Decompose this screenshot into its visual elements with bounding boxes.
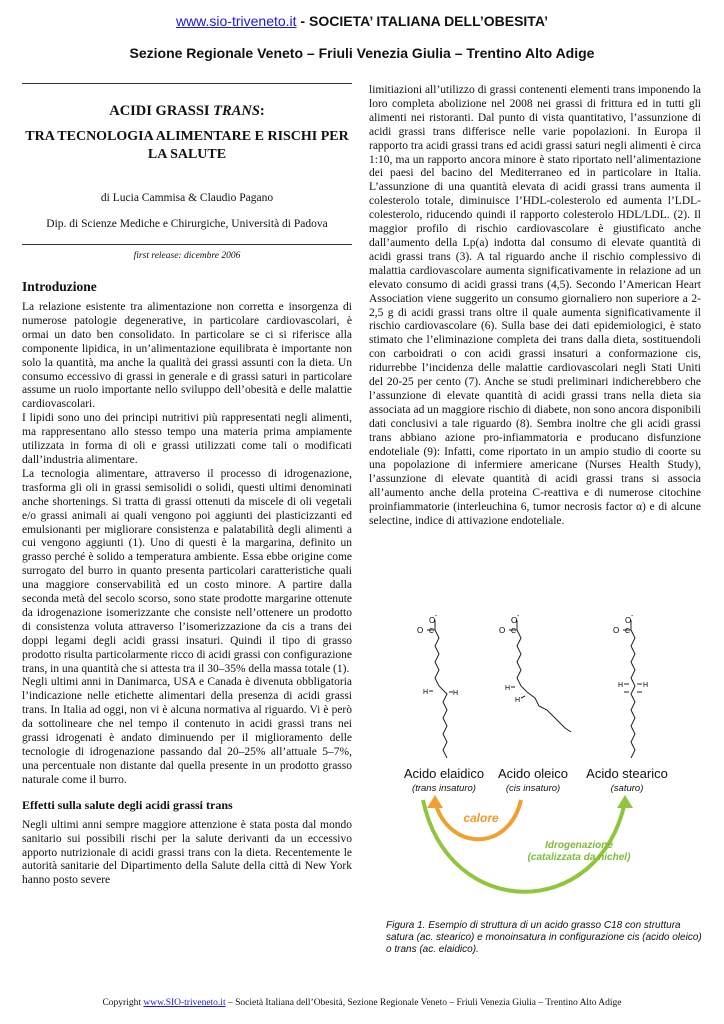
elaidic-h2: H: [453, 690, 459, 697]
figure-caption: Figura 1. Esempio di struttura di un acido grasso C18 con struttura satura (ac. stearico) e monoinsatura in configurazione cis (acido oleico) o trans (ac. elaidico).: [386, 920, 702, 955]
release-date: first release: dicembre 2006: [133, 251, 241, 261]
elaidic-acid-structure: [427, 620, 453, 758]
oleic-acid-structure: [509, 620, 571, 732]
hydrogenation-sublabel: (catalizzata da nichel): [527, 852, 631, 863]
elaidic-charge: -: [435, 613, 438, 620]
sublabel-oleic: (cis insaturo): [505, 783, 561, 794]
stearic-h1: H: [618, 682, 624, 689]
sublabel-elaidic: (trans insaturo): [412, 783, 476, 794]
stearic-charge: -: [631, 613, 634, 620]
left-column: [22, 84, 352, 888]
heat-label: calore: [463, 811, 499, 825]
intro-paragraph-2: I lipidi sono uno dei principi nutritivi più rappresentati negli alimenti, ma rappresentano allo stesso tempo una materia prima ampiamente utilizzata in forma di oli e grassi utilizzati come tali o modificati dall’industria alimentare.: [22, 412, 352, 466]
stearic-acid-structure: [623, 620, 642, 758]
article-title: ACIDI GRASSI TRANS:: [109, 103, 265, 119]
site-link[interactable]: www.sio-triveneto.it: [175, 13, 297, 29]
stearic-o-side: O: [613, 626, 620, 635]
elaidic-o-top: O: [429, 616, 436, 625]
intro-heading: Introduzione: [22, 279, 97, 294]
oleic-o-side: O: [499, 626, 506, 635]
intro-paragraph-4: Negli ultimi anni in Danimarca, USA e Canada è divenuta obbligatoria l’indicazione nelle etichette alimentari della presenza di acidi grassi trans. In Italia ad oggi, non vi è alcuna normativa al riguardo. Vi è però da sottolineare che nel tempo il contenuto in acidi grassi trans nei grassi idrogenati è andato diminuendo per il miglioramento delle tecnologie di idrogenazione passando dal 20–25% all’attuale 5–7%, una percentuale non distante dal quella presente in un prodotto grasso naturale come il burro.: [22, 676, 352, 786]
oleic-o-top: O: [511, 616, 518, 625]
stearic-o-top: O: [625, 616, 632, 625]
effects-heading: Effetti sulla salute degli acidi grassi trans: [22, 797, 233, 812]
right-paragraph-1: limitiazioni all’utilizzo di grassi contenenti elementi trans imponendo la loro completa abolizione nel 2008 nei grassi di frittura ed in tutti gli alimenti nei ristoranti. Dal punto di vista quantitativo, l’assunzione di acidi grassi trans differisce nelle varie popolazioni. In Europa il rapporto tra acidi grassi trans ed acidi grassi saturi negli alimenti è circa 1:10, ma un rapporto ancora minore è stato riportato nell’alimentazione dei paesi del bacino del Mediterraneo ed in particolare in Italia. L’assunzione di una quantità elevata di acidi grassi trans aumenta il colesterolo totale, diminuisce l’HDL-colesterolo ed aumenta l’LDL-colesterolo, riducendo quindi il rapporto colesterolo HDL/LDL. (2). Il maggior profilo di rischio cardiovascolare è giustificato anche dall’aumento della Lp(a) indotta dal consumo di elevate quantità di acidi grassi trans (3). A tal riguardo anche il rischio complessivo di malattia cardiovascolare aumenta significativamente in relazione ad un elevato consumo di acidi grassi trans (4,5). Secondo l’American Heart Association viene suggerito un consumo giornaliero non superiore a 2-2,5 g di acidi grassi trans oltre il quale aumenta significativamente il rischio cardiovascolare (6). Sulla base dei dati epidemiologici, è stato stimato che l’eliminazione completa dei trans dalla dieta, sostituendoli con carboidrati o con acidi grassi insaturi a conformazione cis, ridurrebbe l’incidenza delle malattie cardiovascolari negli Stati Uniti del 20-25 per cento (7). Anche se studi preliminari indicherebbero che l’assunzione di elevate quantità di acidi grassi trans nella dieta sia associata ad un maggiore rischio di diabete, non sono ancora disponibili dati conclusivi a tale riguardo (8). Sembra inoltre che gli acidi grassi trans abbiano azione pro-infiammatoria e producano disfunzione endoteliale (9): Infatti, come riportato in un ampio studio di coorte su una popolazione di infermiere americane (Nurses Health Study), l’assunzione di elevate quantità di acidi grassi trans si associa all’aumento anche della proteina C-reattiva e di numerose citochine proinfiammatorie (interleuchina 6, tumor necrosis factor α) e di alcune selectine, indice di attivazione endoteliale.: [369, 84, 701, 528]
intro-paragraph-1: La relazione esistente tra alimentazione non corretta e insorgenza di numerose patologie degenerative, in particolare cardiovascolari, è ormai un dato ben consolidato. In particolare se ci si riferisce alla componente lipidica, in un’alimentazione equilibrata è importante non solo la quantità, ma anche la qualità dei grassi assunti con la dieta. Un consumo eccessivo di grassi in generale e di grassi saturi in particolare assume un ruolo importante nello sviluppo dell’obesità e delle malattie cardiovascolari.: [22, 301, 352, 411]
oleic-h1: H: [505, 685, 511, 692]
authors: di Lucia Cammisa & Claudio Pagano: [100, 192, 274, 204]
fatty-acid-diagram: [369, 612, 701, 912]
regional-section-title: Sezione Regionale Veneto – Friuli Venezia Giulia – Trentino Alto Adige: [129, 45, 595, 61]
footer-link[interactable]: www.SIO-triveneto.it: [143, 998, 226, 1008]
footer-prefix: Copyright: [102, 998, 144, 1008]
elaidic-c: C: [429, 628, 435, 635]
label-oleic: Acido oleico: [497, 766, 569, 781]
label-stearic: Acido stearico: [586, 766, 668, 781]
heat-arrowhead: [427, 795, 443, 808]
society-title: - SOCIETA’ ITALIANA DELL’OBESITA’: [296, 13, 549, 29]
oleic-h2: H: [515, 697, 521, 704]
figure-fatty-acids: [369, 612, 701, 912]
stearic-h2: H: [643, 682, 649, 689]
oleic-charge: -: [517, 613, 520, 620]
right-column: [369, 84, 701, 529]
oleic-c: C: [511, 628, 517, 635]
footer-suffix: – Società Italiana dell’Obesità, Sezione Regionale Veneto – Friuli Venezia Giulia – Trentino Alto Adige: [225, 998, 622, 1008]
hydrogenation-arrowhead: [617, 795, 633, 808]
divider: [22, 244, 352, 245]
elaidic-o-side: O: [417, 626, 424, 635]
hydrogenation-label: Idrogenazione: [545, 840, 613, 851]
page-footer: [0, 998, 724, 1008]
header-line: [0, 13, 724, 29]
intro-paragraph-3: La tecnologia alimentare, attraverso il processo di idrogenazione, trasforma gli oli in grassi semisolidi o solidi, questi ultimi denominati anche shortenings. Si tratta di grassi ottenuti da miscele di oli vegetali e/o grassi animali ai quali vengono poi aggiunti dei plasticizzanti ed emulsionanti per migliorare consistenza e palatabilità degli alimenti a cui vengono aggiunti (1). Uno di questi è la margarina, definito un grasso perché è solido a temperatura ambiente. Essa ebbe origine come surrogato del burro in quanto presenta particolari caratteristiche quali una maggiore conservabilità ed un costo minore. A partire dalla seconda metà del secolo scorso, sono state prodotte margarine ottenute da idrogenazione isomerizzante che consiste nell’ottenere un prodotto di consistenza voluta attraverso l’isomerizzazione da cis a trans dei doppi legami degli acidi grassi insaturi. Quindi il tipo di grasso prodotto risulta particolarmente ricco di acidi grassi con configurazione trans, in una quantità che si attesta tra il 30–35% della massa totale (1).: [22, 467, 352, 675]
department: Dip. di Scienze Mediche e Chirurgiche, Università di Padova: [46, 218, 328, 230]
label-elaidic: Acido elaidico: [403, 766, 485, 781]
elaidic-h1: H: [423, 689, 429, 696]
sublabel-stearic: (saturo): [610, 783, 644, 794]
page-header: [0, 13, 724, 61]
article-subtitle: TRA TECNOLOGIA ALIMENTARE E RISCHI PER LA SALUTE: [25, 129, 349, 162]
stearic-c: C: [625, 628, 631, 635]
effects-paragraph-1: Negli ultimi anni sempre maggiore attenzione è stata posta dal mondo sanitario sui possibili rischi per la salute derivanti da un eccessivo apporto nutrizionale di acidi grassi trans con la dieta. Recentemente le autorità sanitarie del Dipartimento della Salute della città di New York hanno posto severe: [22, 818, 352, 887]
